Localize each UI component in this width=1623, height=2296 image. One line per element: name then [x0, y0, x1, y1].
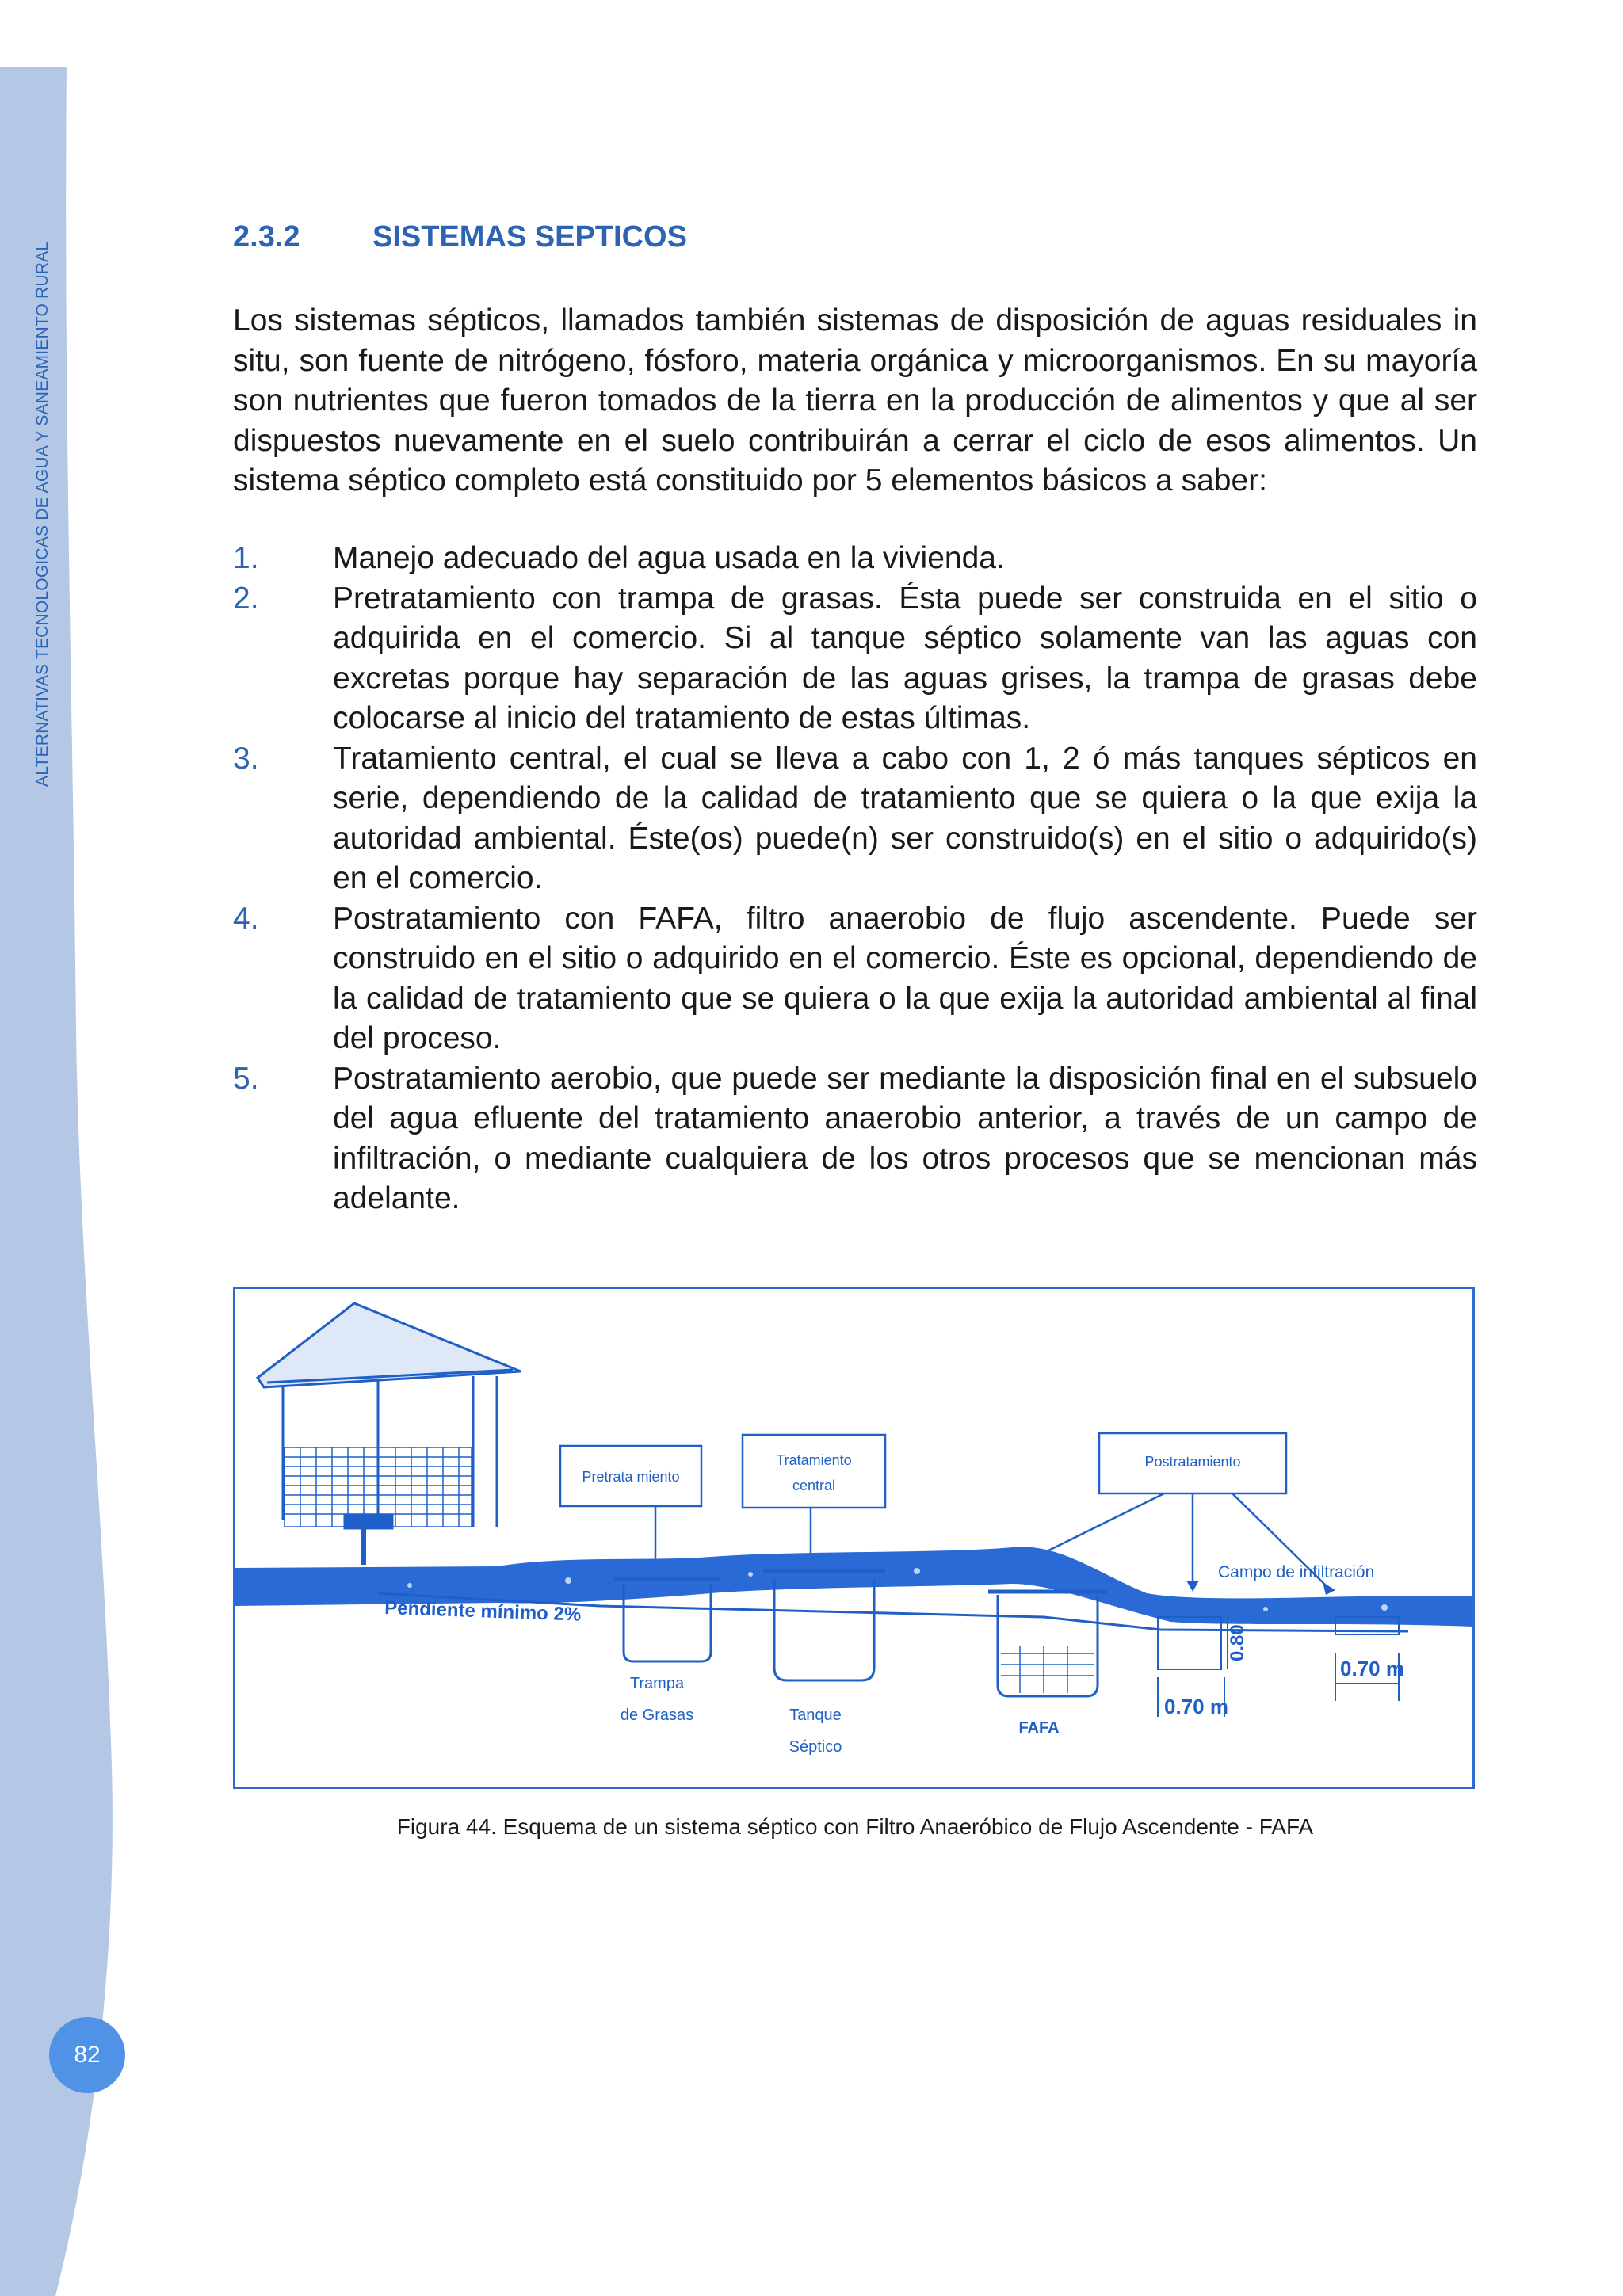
list-item	[233, 739, 1477, 899]
list-text: Postratamiento aerobio, que puede ser mediante la disposición final en el subsuelo del agua efluente del tratamiento anaerobio anterior, a través de un campo de infiltración, o mediante cualquiera de los otros procesos que se mencionan más adelante.	[333, 1061, 1477, 1215]
label-postratamiento: Postratamiento	[1144, 1454, 1241, 1470]
section-title: SISTEMAS SEPTICOS	[372, 220, 687, 254]
running-title: ALTERNATIVAS TECNOLOGICAS DE AGUA Y SANEAMIENTO RURAL	[33, 241, 52, 787]
list-number: 3.	[233, 741, 259, 776]
sink	[345, 1516, 392, 1528]
section-heading	[233, 220, 687, 254]
label-dim-080: 0.80	[1227, 1624, 1248, 1661]
infiltration-trench	[1158, 1617, 1221, 1669]
label-tratamiento-line2: central	[792, 1478, 836, 1493]
label-tanque-line1: Tanque	[789, 1707, 842, 1724]
label-tanque-line2: Séptico	[789, 1738, 842, 1756]
label-pendiente: Pendiente mínimo 2%	[384, 1597, 582, 1626]
label-trampa-line1: Trampa	[629, 1675, 685, 1692]
fafa-filter	[998, 1595, 1098, 1696]
element-list	[233, 539, 1477, 1219]
figure-caption: Figura 44. Esquema de un sistema séptico con Filtro Anaeróbico de Flujo Ascendente - FAFA	[396, 1814, 1314, 1839]
list-number: 4.	[233, 901, 259, 936]
list-item	[233, 899, 1477, 1059]
label-fafa: FAFA	[1018, 1719, 1060, 1737]
house-roof	[258, 1303, 521, 1387]
list-text: Tratamiento central, el cual se lleva a cabo con 1, 2 ó más tanques sépticos en serie, dependiendo de la calidad de tratamiento que se quiera o la que exija la autoridad ambiental. Éste(os) puede(n) ser construido(s) en el sitio o adquirido(s) en el comercio.	[333, 741, 1477, 895]
list-number: 5.	[233, 1061, 259, 1096]
list-text: Postratamiento con FAFA, filtro anaerobio de flujo ascendente. Puede ser construido en el sitio o adquirido en el comercio. Éste es opcional, dependiendo de la calidad de tratamiento que se quiera o la que exija la autoridad ambiental al final del proceso.	[333, 901, 1477, 1055]
label-tratamiento-line1: Tratamiento	[776, 1452, 852, 1468]
section-number: 2.3.2	[233, 220, 300, 254]
label-campo-infiltracion: Campo de infiltración	[1218, 1563, 1375, 1581]
list-item	[233, 539, 1477, 579]
list-number: 2.	[233, 581, 259, 616]
septic-tank	[774, 1579, 874, 1680]
label-box-tratamiento	[743, 1435, 885, 1508]
list-item	[233, 1059, 1477, 1219]
page-number: 82	[49, 2017, 125, 2093]
list-number: 1.	[233, 541, 259, 575]
label-dim-070-left: 0.70 m	[1164, 1695, 1228, 1718]
septic-system-diagram	[235, 1289, 1472, 1787]
list-item	[233, 579, 1477, 739]
intro-paragraph: Los sistemas sépticos, llamados también sistemas de disposición de aguas residuales in situ, son fuente de nitrógeno, fósforo, materia orgánica y microorganismos. En su mayoría son nutrientes que fueron tomados de la tierra en la producción de alimentos y que al ser dispuestos nuevamente en el suelo contribuirán a cerrar el ciclo de esos alimentos. Un sistema séptico completo está constituido por 5 elementos básicos a saber:	[233, 303, 1477, 498]
list-text: Pretratamiento con trampa de grasas. Ésta puede ser construida en el sitio o adquirida en el comercio. Si al tanque séptico solamente van las aguas con excretas porque hay separación de las aguas grises, la trampa de grasas debe colocarse al inicio del tratamiento de estas últimas.	[333, 581, 1477, 735]
side-band	[0, 0, 127, 2296]
label-trampa-line2: de Grasas	[620, 1707, 694, 1724]
septic-system-figure	[233, 1287, 1475, 1789]
label-dim-070-right: 0.70 m	[1340, 1657, 1404, 1680]
list-text: Manejo adecuado del agua usada en la vivienda.	[333, 541, 1005, 575]
label-pretratamiento: Pretrata miento	[582, 1469, 680, 1485]
